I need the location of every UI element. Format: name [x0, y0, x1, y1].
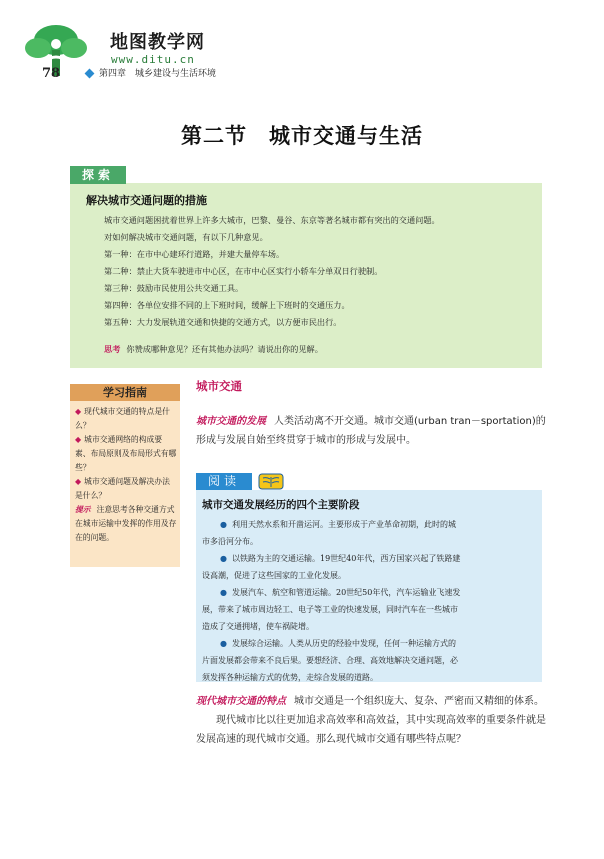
guide-item: ◆ 城市交通网络的构成要素、布局原则及布局形式有哪些？ [75, 435, 177, 472]
bullet-icon: ● [220, 588, 227, 597]
reading-item: ● 利用天然水系和开凿运河。主要形成于产业革命初期，此时的城 [220, 520, 456, 529]
logo-text: 地图教学网 [110, 32, 205, 53]
explore-line: 第三种：鼓励市民使用公共交通工具。 [104, 283, 244, 293]
reading-heading: 城市交通发展经历的四个主要阶段 [202, 499, 360, 511]
paragraph-lead: 城市交通的发展 [196, 416, 266, 427]
reading-item: ● 发展汽车、航空和管道运输。20世纪50年代，汽车运输业飞速发 [220, 588, 461, 597]
paragraph-lead: 现代城市交通的特点 [196, 696, 286, 707]
guide-hint: 提示 注意思考各种交通方式在城市运输中发挥的作用及存在的问题。 [75, 505, 177, 542]
reading-line: 展，带来了城市周边轻工、电子等工业的快速发展，同时汽车在一些城市 [202, 605, 458, 614]
bullet-icon: ● [220, 554, 227, 563]
diamond-bullet-icon: ◆ [75, 407, 82, 416]
reading-line: 须发挥各种运输方式的优势，走综合发展的道路。 [202, 673, 378, 682]
reading-tab: 阅读 [196, 473, 252, 490]
bullet-icon: ● [220, 639, 227, 648]
chapter-label: 第四章 城乡建设与生活环境 [99, 69, 217, 79]
reading-body [202, 516, 538, 686]
guide-item: ◆ 城市交通问题及解决办法是什么？ [75, 477, 170, 500]
paragraph-development: 城市交通的发展 人类活动离不开交通。城市交通(urban tran－sportation)的形成与发展自始至终贯穿于城市的形成与发展中。 [196, 416, 546, 446]
think-question [104, 344, 323, 355]
section-heading: 城市交通 [196, 379, 242, 393]
explore-line: 第五种：大力发展轨道交通和快捷的交通方式，以方便市民出行。 [104, 317, 342, 327]
study-guide-body [75, 405, 177, 545]
bullet-icon: ● [220, 520, 227, 529]
diamond-bullet-icon: ◆ [75, 435, 82, 444]
reading-line: 片面发展都会带来不良后果。要想经济、合理、高效地解决交通问题，必 [202, 656, 458, 665]
page-number: 78 [42, 66, 61, 81]
explore-line: 第二种：禁止大货车驶进市中心区，在市中心区实行小轿车分单双日行驶制。 [104, 266, 383, 276]
explore-body [104, 212, 534, 331]
explore-line: 第四种：各单位安排不同的上下班时间，缓解上下班时的交通压力。 [104, 300, 350, 310]
paragraph-features: 现代城市交通的特点 城市交通是一个组织庞大、复杂、严密而又精细的体系。 现代城市比以往更加追求高效率和高效益，其中实现高效率的重要条件就是发展高速的现代城市交通。那么现代城市交通有哪些特点呢？ [196, 692, 546, 749]
explore-line: 对如何解决城市交通问题，有以下几种意见。 [104, 232, 268, 242]
guide-item: ◆ 现代城市交通的特点是什么？ [75, 407, 170, 430]
reading-line: 造成了交通拥堵，使车祸陡增。 [202, 622, 314, 631]
study-guide-heading: 学习指南 [70, 384, 180, 401]
explore-heading: 解决城市交通问题的措施 [86, 194, 207, 207]
reading-line: 市多沿河分布。 [202, 537, 258, 546]
explore-tab: 探索 [70, 166, 126, 184]
reading-item: ● 发展综合运输。人类从历史的经验中发现，任何一种运输方式的 [220, 639, 456, 648]
think-text: 你赞成哪种意见？还有其他办法吗？请说出你的见解。 [126, 344, 323, 354]
reading-item: ● 以铁路为主的交通运输。19世纪40年代，西方国家兴起了铁路建 [220, 554, 461, 563]
paragraph-modern: 现代城市比以往更加追求高效率和高效益，其中实现高效率的重要条件就是发展高速的现代城市交通。那么现代城市交通有哪些特点呢？ [196, 715, 546, 745]
hint-label: 提示 [75, 505, 91, 514]
page-title: 第二节 城市交通与生活 [181, 123, 423, 148]
explore-line: 第一种：在市中心建环行道路，并建大量停车场。 [104, 249, 285, 259]
diamond-bullet-icon: ◆ [75, 477, 82, 486]
open-book-icon [258, 473, 284, 490]
logo-url[interactable]: www.ditu.cn [111, 53, 195, 66]
reading-line: 设高潮，促进了这些国家的工业化发展。 [202, 571, 346, 580]
explore-line: 城市交通问题困扰着世界上许多大城市，巴黎、曼谷、东京等著名城市都有突出的交通问题。 [104, 215, 440, 225]
think-label: 思考 [104, 344, 121, 354]
